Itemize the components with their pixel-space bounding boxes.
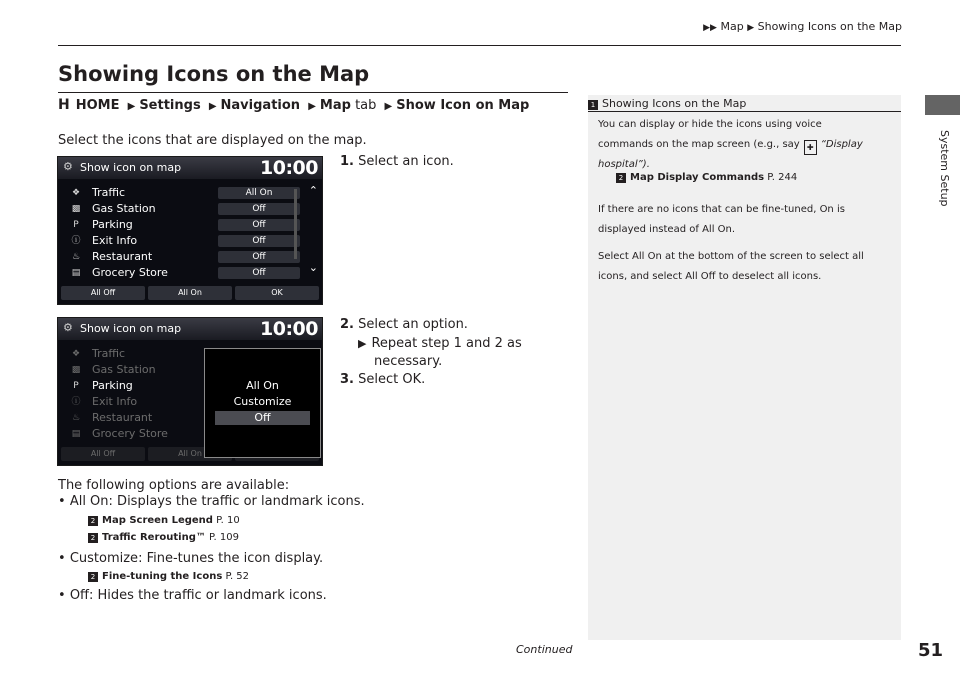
screen-title: Show icon on map [80, 322, 182, 335]
step-number: 2. [340, 317, 354, 332]
note-line: If there are no icons that can be fine-tuned, [598, 204, 817, 215]
ref-traffic-rerouting[interactable] [88, 532, 239, 543]
substep-line1: Repeat step 1 and 2 as [371, 336, 522, 351]
icon-row-traffic[interactable] [70, 186, 290, 200]
scroll-down-icon[interactable]: ⌄ [308, 261, 318, 274]
note-marker-icon: 1 [588, 100, 598, 110]
navigation-path [58, 97, 529, 113]
step-text: Select an icon. [358, 154, 454, 169]
option-term: Off [69, 588, 90, 603]
side-note-panel [588, 95, 901, 640]
ref-page: P. 109 [209, 532, 239, 543]
row-label: Parking [92, 379, 133, 392]
note-line: hospital”). [598, 159, 650, 170]
screen-title: Show icon on map [80, 161, 182, 174]
path-arrow-icon: ▶ [308, 101, 316, 112]
title-rule [58, 92, 568, 93]
settings-gear-icon: ⚙ [63, 160, 73, 173]
exit-info-icon: ⓘ [71, 397, 81, 407]
icon-row-exit-info[interactable] [70, 234, 290, 248]
options-intro: The following options are available: [58, 478, 290, 493]
screen-clock: 10:00 [260, 157, 318, 179]
screen-header [58, 157, 322, 179]
traffic-icon: ❖ [71, 349, 81, 359]
row-label: Traffic [92, 186, 126, 199]
note-rule [588, 111, 901, 112]
cross-reference-icon: 2 [88, 516, 98, 526]
grocery-store-icon: ▤ [71, 429, 81, 439]
popup-option-off[interactable]: Off [215, 411, 310, 425]
popup-option-customize[interactable]: Customize [233, 395, 292, 408]
option-popup [204, 348, 321, 458]
option-desc: : Hides the traffic or landmark icons. [89, 588, 327, 603]
step-text: Select [358, 372, 399, 387]
page-title: Showing Icons on the Map [58, 62, 370, 86]
row-value: All On [218, 187, 300, 199]
substep-arrow-icon: ▶ [358, 337, 367, 350]
icon-row-grocery-store[interactable] [70, 266, 290, 280]
ref-fine-tuning-icons[interactable] [88, 571, 249, 582]
option-desc: : Displays the traffic or landmark icons. [108, 494, 365, 509]
icon-row-parking[interactable] [70, 218, 290, 232]
row-label: Exit Info [92, 395, 138, 408]
gas-station-icon: ▩ [71, 204, 81, 214]
row-value: Off [218, 203, 300, 215]
cross-reference-icon: 2 [88, 533, 98, 543]
continued-label: Continued [516, 643, 573, 656]
row-label: Traffic [92, 347, 126, 360]
home-path-icon: H [58, 97, 70, 113]
note-term: All Off [685, 271, 716, 282]
breadcrumb-part2: Showing Icons on the Map [757, 20, 902, 33]
note-line: . [731, 224, 736, 235]
step-ok-term: OK [402, 372, 422, 387]
path-settings: Settings [139, 98, 201, 113]
restaurant-icon: ♨ [71, 413, 81, 423]
note-line: to deselect all icons. [718, 271, 822, 282]
voice-command-icon: ✚ [804, 140, 817, 155]
step-3 [340, 372, 425, 387]
row-label: Exit Info [92, 234, 138, 247]
ref-label: Map Display Commands [630, 172, 765, 183]
icon-row-restaurant[interactable] [70, 250, 290, 264]
option-off [58, 588, 327, 603]
path-home: HOME [75, 98, 120, 113]
path-arrow-icon: ▶ [127, 101, 136, 112]
ref-label: Traffic Rerouting™ [102, 532, 206, 543]
all-off-button[interactable]: All Off [61, 286, 145, 300]
parking-icon: P [73, 220, 79, 230]
note-line: “Display [820, 139, 863, 150]
row-label: Grocery Store [92, 266, 168, 279]
bullet-dot: • [58, 494, 70, 509]
path-tab-word: tab [355, 98, 377, 113]
note-line: icons, and select [598, 271, 683, 282]
note-line: Select [598, 251, 629, 262]
step-2-substep [358, 335, 522, 371]
scrollbar[interactable] [294, 189, 297, 259]
icon-row-gas-station[interactable] [70, 202, 290, 216]
ref-label: Fine-tuning the Icons [102, 571, 223, 582]
option-term: Customize [69, 551, 139, 566]
exit-info-icon: ⓘ [71, 236, 81, 246]
row-label: Gas Station [92, 363, 156, 376]
all-off-button: All Off [61, 447, 145, 461]
path-show-icon: Show Icon on Map [396, 98, 530, 113]
row-value: Off [218, 251, 300, 263]
breadcrumb [703, 20, 902, 33]
lead-text: Select the icons that are displayed on the map. [58, 133, 367, 148]
note-paragraph-voice [598, 115, 894, 175]
path-arrow-icon: ▶ [208, 101, 217, 112]
section-tab-marker [925, 95, 960, 115]
step-1 [340, 154, 454, 169]
step-number: 1. [340, 154, 354, 169]
note-line: commands on the map screen (e.g., say [598, 139, 800, 150]
breadcrumb-arrow-icon: ▶▶ [703, 23, 717, 33]
parking-icon: P [73, 381, 79, 391]
option-all-on [58, 494, 365, 509]
traffic-icon: ❖ [71, 188, 81, 198]
screen-clock: 10:00 [260, 318, 318, 340]
grocery-store-icon: ▤ [71, 268, 81, 278]
scroll-up-icon[interactable]: ⌃ [308, 184, 318, 197]
path-map: Map [319, 98, 351, 113]
row-value: Off [218, 267, 300, 279]
note-line: displayed instead of [598, 224, 699, 235]
section-side-label: System Setup [938, 130, 951, 207]
row-label: Grocery Store [92, 427, 168, 440]
cross-reference-icon: 2 [616, 173, 626, 183]
row-value: Off [218, 219, 300, 231]
option-term: All On [69, 494, 109, 509]
note-heading-text: Showing Icons on the Map [602, 97, 747, 110]
row-label: Parking [92, 218, 133, 231]
page-number: 51 [918, 640, 944, 661]
screen-option-popup [57, 317, 323, 466]
option-customize [58, 551, 323, 566]
note-line: is [836, 204, 845, 215]
note-line: at the bottom of the screen to select all [665, 251, 864, 262]
ok-button[interactable]: OK [235, 286, 319, 300]
path-navigation: Navigation [220, 98, 301, 113]
ref-label: Map Screen Legend [102, 515, 213, 526]
substep-line2: necessary. [374, 354, 443, 369]
row-label: Gas Station [92, 202, 156, 215]
step-number: 3. [340, 372, 354, 387]
screen-header [58, 318, 322, 340]
step-text: Select an option. [358, 317, 468, 332]
step-2 [340, 317, 468, 332]
row-label: Restaurant [92, 411, 153, 424]
note-paragraph-on [598, 200, 894, 240]
all-on-button[interactable]: All On [148, 286, 232, 300]
note-term: All On [632, 251, 662, 262]
note-line: You can display or hide the icons using voice [598, 119, 822, 130]
ref-page: P. 10 [216, 515, 240, 526]
step-period: . [421, 372, 426, 387]
restaurant-icon: ♨ [71, 252, 81, 262]
note-heading [588, 97, 901, 111]
all-on-button: All On [148, 447, 232, 461]
bullet-dot: • [58, 588, 70, 603]
gas-station-icon: ▩ [71, 365, 81, 375]
option-desc: : Fine-tunes the icon display. [138, 551, 324, 566]
ref-page: P. 52 [225, 571, 250, 582]
cross-reference-icon: 2 [88, 572, 98, 582]
breadcrumb-arrow-icon: ▶ [747, 23, 755, 33]
note-paragraph-select [598, 247, 894, 287]
popup-option-all-on[interactable]: All On [246, 379, 279, 392]
bullet-dot: • [58, 551, 70, 566]
ref-page: P. 244 [767, 172, 798, 183]
screen-bottom-bar [61, 286, 319, 300]
row-label: Restaurant [92, 250, 153, 263]
note-term: All On [702, 224, 732, 235]
ref-map-screen-legend[interactable] [88, 515, 240, 526]
screen-show-icon-list [57, 156, 323, 305]
path-arrow-icon: ▶ [384, 101, 393, 112]
settings-gear-icon: ⚙ [63, 321, 73, 334]
breadcrumb-part1: Map [720, 20, 744, 33]
header-rule [58, 45, 901, 46]
ref-map-display-commands[interactable] [616, 172, 797, 183]
row-value: Off [218, 235, 300, 247]
note-term: On [819, 204, 834, 215]
